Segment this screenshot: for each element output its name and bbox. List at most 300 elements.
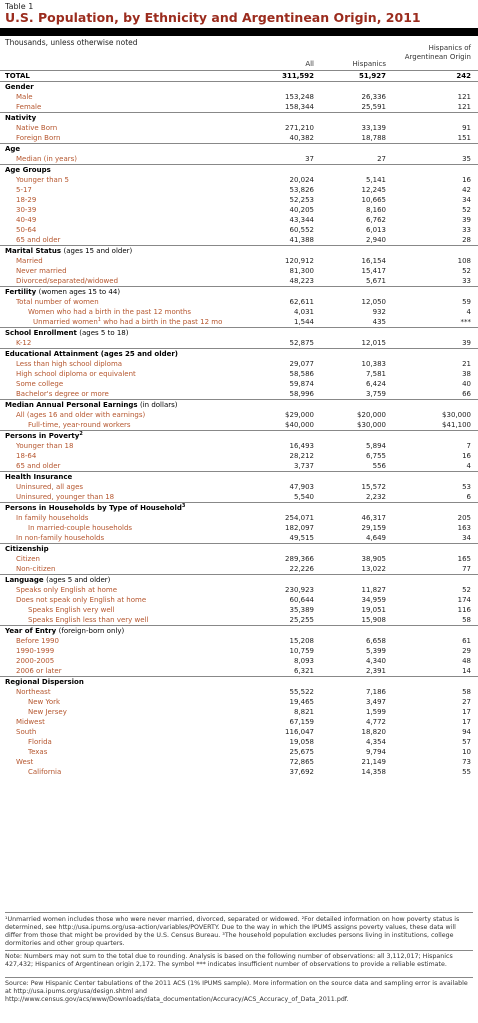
cell-argentinean: 40 xyxy=(462,380,471,388)
cell-hispanics: 13,022 xyxy=(361,565,386,573)
row-label-text: 2006 or later xyxy=(16,667,62,675)
cell-hispanics: 15,417 xyxy=(361,267,386,275)
table-row xyxy=(0,92,478,102)
row-label-text: Fertility xyxy=(5,288,37,296)
table-row xyxy=(0,757,478,767)
column-header-argentinean xyxy=(381,44,471,62)
row-label-text: Speaks only English at home xyxy=(16,586,118,594)
cell-all: 60,552 xyxy=(289,226,314,234)
row-label-text: New Jersey xyxy=(28,708,67,716)
row-label-text: South xyxy=(16,728,37,736)
section-label xyxy=(5,626,124,636)
section-header-row xyxy=(0,327,478,338)
cell-argentinean: 33 xyxy=(462,277,471,285)
cell-all: 158,344 xyxy=(285,103,314,111)
row-label xyxy=(16,461,60,471)
table-row xyxy=(0,175,478,185)
cell-hispanics: 8,160 xyxy=(365,206,386,214)
cell-all: 40,205 xyxy=(289,206,314,214)
cell-all: 58,586 xyxy=(289,370,314,378)
section-note: (ages 15 and older) xyxy=(63,247,133,255)
row-label-text: Gender xyxy=(5,83,34,91)
cell-all: 25,255 xyxy=(289,616,314,624)
section-label xyxy=(5,82,34,92)
row-label xyxy=(16,235,60,245)
cell-argentinean: 16 xyxy=(462,452,471,460)
row-label-text: Nativity xyxy=(5,114,37,122)
cell-all: 47,903 xyxy=(289,483,314,491)
row-label-text: Younger than 18 xyxy=(16,442,74,450)
row-label-text: Florida xyxy=(28,738,52,746)
cell-hispanics: 18,788 xyxy=(361,134,386,142)
row-label xyxy=(28,523,132,533)
row-label xyxy=(28,737,52,747)
cell-argentinean: 61 xyxy=(462,637,471,645)
cell-all: 81,300 xyxy=(289,267,314,275)
cell-argentinean: 52 xyxy=(462,267,471,275)
row-label-text: Before 1990 xyxy=(16,637,59,645)
section-note: (ages 5 and older) xyxy=(46,576,111,584)
cell-all: 8,821 xyxy=(293,708,314,716)
section-label xyxy=(5,503,185,513)
section-label xyxy=(5,400,177,410)
row-label xyxy=(16,389,109,399)
table-row xyxy=(0,205,478,215)
table-row xyxy=(0,513,478,523)
footnote-marker: 1 xyxy=(97,317,101,323)
table-row xyxy=(0,185,478,195)
row-label xyxy=(16,369,136,379)
cell-all: 8,093 xyxy=(293,657,314,665)
row-label xyxy=(16,554,40,564)
row-label xyxy=(16,656,54,666)
row-label-text: Health Insurance xyxy=(5,473,73,481)
cell-hispanics: 12,050 xyxy=(361,298,386,306)
section-label xyxy=(5,287,120,297)
row-label-text: Less than high school diploma xyxy=(16,360,123,368)
row-label-text: Unmarried women xyxy=(33,318,98,326)
total-row xyxy=(0,70,478,81)
section-label xyxy=(5,677,84,687)
cell-all: $29,000 xyxy=(285,411,314,419)
table-row xyxy=(0,276,478,286)
row-label-text: Native Born xyxy=(16,124,58,132)
table-row xyxy=(0,707,478,717)
cell-argentinean: 10 xyxy=(462,748,471,756)
section-label xyxy=(5,431,83,441)
cell-all: 52,875 xyxy=(289,339,314,347)
cell-argentinean: 121 xyxy=(457,103,471,111)
cell-hispanics: $30,000 xyxy=(357,421,386,429)
row-label-text: Total number of women xyxy=(16,298,99,306)
table-row xyxy=(0,666,478,676)
row-label xyxy=(16,636,59,646)
data-table xyxy=(0,70,478,777)
row-label xyxy=(16,359,122,369)
cell-hispanics: 27 xyxy=(377,155,386,163)
cell-argentinean: 35 xyxy=(462,155,471,163)
row-label-text: 65 and older xyxy=(16,236,61,244)
cell-argentinean: 163 xyxy=(457,524,471,532)
cell-all: 230,923 xyxy=(285,586,314,594)
cell-all: 15,208 xyxy=(289,637,314,645)
row-label-text: In non-family households xyxy=(16,534,105,542)
table-row xyxy=(0,697,478,707)
table-row xyxy=(0,461,478,471)
cell-all: 28,212 xyxy=(289,452,314,460)
table-row xyxy=(0,359,478,369)
section-header-row xyxy=(0,286,478,297)
page-title: U.S. Population, by Ethnicity and Argentinean Origin, 2011 xyxy=(5,10,421,25)
row-label xyxy=(16,379,63,389)
cell-hispanics: 2,232 xyxy=(365,493,386,501)
table-row xyxy=(0,256,478,266)
row-label-text: Northeast xyxy=(16,688,51,696)
cell-argentinean: 57 xyxy=(462,738,471,746)
row-label xyxy=(16,133,60,143)
cell-hispanics: 26,336 xyxy=(361,93,386,101)
cell-all: 120,912 xyxy=(285,257,314,265)
section-note: (ages 5 to 18) xyxy=(79,329,129,337)
row-label-text: Divorced/separated/widowed xyxy=(16,277,119,285)
cell-all: 37,692 xyxy=(289,768,314,776)
table-row xyxy=(0,533,478,543)
table-row xyxy=(0,410,478,420)
row-label-text: Non-citizen xyxy=(16,565,56,573)
table-row xyxy=(0,102,478,112)
section-header-row xyxy=(0,399,478,410)
column-header-argentinean-line1: Hispanics of xyxy=(428,44,471,52)
cell-hispanics: 16,154 xyxy=(361,257,386,265)
cell-hispanics: 33,139 xyxy=(361,124,386,132)
cell-hispanics: 19,051 xyxy=(361,606,386,614)
row-label-text: 2000-2005 xyxy=(16,657,55,665)
row-label-text: Age xyxy=(5,145,21,153)
cell-argentinean: 52 xyxy=(462,206,471,214)
row-label-text: Citizen xyxy=(16,555,40,563)
cell-hispanics: 6,013 xyxy=(365,226,386,234)
row-label-text: Foreign Born xyxy=(16,134,61,142)
column-header-all: All xyxy=(305,60,314,68)
section-header-row xyxy=(0,574,478,585)
cell-all: 40,382 xyxy=(289,134,314,142)
cell-hispanics: 21,149 xyxy=(361,758,386,766)
table-row xyxy=(0,389,478,399)
cell-hispanics: 6,424 xyxy=(365,380,386,388)
row-label-text: Female xyxy=(16,103,42,111)
row-label-text: Regional Dispersion xyxy=(5,678,84,686)
cell-argentinean: 174 xyxy=(457,596,471,604)
table-row xyxy=(0,636,478,646)
cell-argentinean: 165 xyxy=(457,555,471,563)
cell-argentinean: 91 xyxy=(462,124,471,132)
row-label-text: 5-17 xyxy=(16,186,32,194)
table-row xyxy=(0,737,478,747)
cell-all: 3,737 xyxy=(293,462,314,470)
cell-argentinean: 34 xyxy=(462,534,471,542)
table-subtitle: Thousands, unless otherwise noted xyxy=(5,38,138,47)
row-label-text: Never married xyxy=(16,267,67,275)
cell-all: 5,540 xyxy=(293,493,314,501)
row-label-text: Citizenship xyxy=(5,545,49,553)
row-label xyxy=(16,205,36,215)
row-label xyxy=(16,717,45,727)
section-note: (foreign-born only) xyxy=(58,627,125,635)
section-header-row xyxy=(0,625,478,636)
cell-hispanics: 6,755 xyxy=(365,452,386,460)
section-header-row xyxy=(0,502,478,513)
cell-all: 62,611 xyxy=(289,298,314,306)
section-header-row xyxy=(0,471,478,482)
cell-argentinean: 58 xyxy=(462,616,471,624)
cell-argentinean: 242 xyxy=(456,72,471,80)
section-note: (in dollars) xyxy=(139,401,178,409)
row-label-text: Male xyxy=(16,93,33,101)
cell-hispanics: 4,354 xyxy=(365,738,386,746)
cell-all: 60,644 xyxy=(289,596,314,604)
cell-argentinean: 39 xyxy=(462,216,471,224)
cell-hispanics: 5,399 xyxy=(365,647,386,655)
table-row xyxy=(0,317,478,327)
row-label-text: Educational Attainment (ages 25 and older) xyxy=(5,350,179,358)
row-label xyxy=(28,747,47,757)
cell-hispanics: 435 xyxy=(372,318,386,326)
cell-all: 29,077 xyxy=(289,360,314,368)
row-label-text: 18-64 xyxy=(16,452,37,460)
row-label xyxy=(16,492,114,502)
cell-all: 289,366 xyxy=(285,555,314,563)
cell-argentinean: $30,000 xyxy=(442,411,471,419)
cell-argentinean: 53 xyxy=(462,483,471,491)
header-bar xyxy=(0,28,478,36)
row-label-text: Persons in Poverty xyxy=(5,432,80,440)
cell-hispanics: $20,000 xyxy=(357,411,386,419)
table-row xyxy=(0,687,478,697)
table-row xyxy=(0,554,478,564)
row-label-text: 65 and older xyxy=(16,462,61,470)
cell-hispanics: 15,572 xyxy=(361,483,386,491)
cell-all: 311,592 xyxy=(282,72,314,80)
row-label xyxy=(16,195,36,205)
row-label-text: California xyxy=(28,768,62,776)
cell-all: 153,248 xyxy=(285,93,314,101)
row-label-text: New York xyxy=(28,698,61,706)
cell-argentinean: 17 xyxy=(462,718,471,726)
table-row xyxy=(0,605,478,615)
cell-argentinean: 55 xyxy=(462,768,471,776)
cell-argentinean: *** xyxy=(460,318,471,326)
section-label xyxy=(5,472,72,482)
footnote-marker: 2 xyxy=(79,431,83,437)
row-label xyxy=(16,727,36,737)
source-note: Source: Pew Hispanic Center tabulations of the 2011 ACS (1% IPUMS sample). More information on the source data and sampling error is available at http://usa.ipums.org/usa/design.shtml and http://www.census.gov/acs/www/Downloads/data_documentation/Accuracy/ACS_Accuracy_of_Data_2011.pdf. xyxy=(5,977,473,1004)
cell-hispanics: 38,905 xyxy=(361,555,386,563)
table-row xyxy=(0,727,478,737)
table-row xyxy=(0,338,478,348)
row-label-text: 40-49 xyxy=(16,216,37,224)
row-label xyxy=(5,71,30,81)
cell-all: 16,493 xyxy=(289,442,314,450)
cell-all: 48,223 xyxy=(289,277,314,285)
cell-all: 254,071 xyxy=(285,514,314,522)
cell-hispanics: 15,908 xyxy=(361,616,386,624)
column-header-hispanics: Hispanics xyxy=(352,60,386,68)
table-row xyxy=(0,225,478,235)
cell-argentinean: 4 xyxy=(466,462,471,470)
table-row xyxy=(0,767,478,777)
row-label xyxy=(16,185,32,195)
table-row xyxy=(0,235,478,245)
cell-argentinean: 27 xyxy=(462,698,471,706)
table-row xyxy=(0,492,478,502)
cell-hispanics: 11,827 xyxy=(361,586,386,594)
section-header-row xyxy=(0,245,478,256)
cell-all: 20,024 xyxy=(289,176,314,184)
row-label-text: Language xyxy=(5,576,44,584)
row-label xyxy=(16,297,99,307)
cell-all: 6,321 xyxy=(293,667,314,675)
cell-hispanics: 6,762 xyxy=(365,216,386,224)
row-label-text: Persons in Households by Type of Household xyxy=(5,504,182,512)
section-label xyxy=(5,113,36,123)
cell-argentinean: 48 xyxy=(462,657,471,665)
row-label-text: West xyxy=(16,758,34,766)
cell-argentinean: 52 xyxy=(462,586,471,594)
cell-argentinean: 77 xyxy=(462,565,471,573)
cell-hispanics: 932 xyxy=(372,308,386,316)
table-row xyxy=(0,615,478,625)
cell-hispanics: 12,245 xyxy=(361,186,386,194)
table-label: Table 1 xyxy=(5,2,34,11)
cell-hispanics: 4,649 xyxy=(365,534,386,542)
cell-hispanics: 25,591 xyxy=(361,103,386,111)
cell-hispanics: 556 xyxy=(372,462,386,470)
row-label-text: Does not speak only English at home xyxy=(16,596,147,604)
row-label-text: Median (in years) xyxy=(16,155,78,163)
row-label-text: In family households xyxy=(16,514,89,522)
cell-all: 72,865 xyxy=(289,758,314,766)
section-label xyxy=(5,144,20,154)
cell-all: 25,675 xyxy=(289,748,314,756)
row-label-text: 50-64 xyxy=(16,226,37,234)
row-label xyxy=(16,154,77,164)
cell-argentinean: 29 xyxy=(462,647,471,655)
row-label xyxy=(16,276,118,286)
cell-hispanics: 7,581 xyxy=(365,370,386,378)
row-label-text: High school diploma or equivalent xyxy=(16,370,136,378)
row-label xyxy=(16,564,55,574)
row-label xyxy=(16,513,88,523)
table-row xyxy=(0,123,478,133)
row-label-text: 1990-1999 xyxy=(16,647,55,655)
section-header-row xyxy=(0,676,478,687)
row-label-text: Age Groups xyxy=(5,166,51,174)
cell-all: 1,544 xyxy=(293,318,314,326)
cell-argentinean: 38 xyxy=(462,370,471,378)
table-row xyxy=(0,585,478,595)
row-label xyxy=(28,707,67,717)
cell-argentinean: 116 xyxy=(457,606,471,614)
row-label xyxy=(28,767,61,777)
row-label xyxy=(16,666,62,676)
footnotes: ¹Unmarried women includes those who were never married, divorced, separated or widowed. ²For detailed information on how poverty status is determined, see http://usa.ipums.org/usa-action/variables/POVERTY. Due to the way in which the IPUMS assigns poverty values, these data will differ from those that might be provided by the U.S. Census Bureau. ³The household population excludes persons living in institutions, college dormitories and other group quarters. xyxy=(5,912,473,948)
cell-hispanics: 5,671 xyxy=(365,277,386,285)
cell-argentinean: 42 xyxy=(462,186,471,194)
row-label xyxy=(16,687,51,697)
table-row xyxy=(0,154,478,164)
table-row xyxy=(0,523,478,533)
cell-all: 22,226 xyxy=(289,565,314,573)
row-label xyxy=(16,92,33,102)
row-label-text: Texas xyxy=(28,748,48,756)
cell-hispanics: 12,015 xyxy=(361,339,386,347)
cell-all: 19,465 xyxy=(289,698,314,706)
table-row xyxy=(0,717,478,727)
cell-argentinean: 16 xyxy=(462,176,471,184)
cell-hispanics: 2,940 xyxy=(365,236,386,244)
row-label xyxy=(16,646,54,656)
table-row xyxy=(0,482,478,492)
row-label-text: Median Annual Personal Earnings xyxy=(5,401,138,409)
footnote-marker: 3 xyxy=(181,503,186,509)
section-header-row xyxy=(0,543,478,554)
cell-hispanics: 3,497 xyxy=(365,698,386,706)
table-row xyxy=(0,420,478,430)
cell-hispanics: 14,358 xyxy=(361,768,386,776)
row-label-text: 30-39 xyxy=(16,206,37,214)
cell-argentinean: 59 xyxy=(462,298,471,306)
cell-argentinean: 94 xyxy=(462,728,471,736)
cell-all: 35,389 xyxy=(289,606,314,614)
row-label xyxy=(16,757,33,767)
table-row xyxy=(0,133,478,143)
table-row xyxy=(0,379,478,389)
cell-all: 67,159 xyxy=(289,718,314,726)
section-label xyxy=(5,165,51,175)
table-row xyxy=(0,646,478,656)
row-label xyxy=(16,123,57,133)
cell-hispanics: 51,927 xyxy=(358,72,386,80)
section-label xyxy=(5,328,128,338)
table-row xyxy=(0,656,478,666)
cell-argentinean: 33 xyxy=(462,226,471,234)
table-row xyxy=(0,195,478,205)
row-label-text: K-12 xyxy=(16,339,32,347)
column-header-argentinean-line2: Argentinean Origin xyxy=(404,53,471,61)
section-note: (women ages 15 to 44) xyxy=(38,288,121,296)
table-row xyxy=(0,307,478,317)
row-label-text: Year of Entry xyxy=(5,627,57,635)
section-header-row xyxy=(0,164,478,175)
row-label-text: All (ages 16 and older with earnings) xyxy=(16,411,146,419)
row-label-text: School Enrollment xyxy=(5,329,77,337)
table-row xyxy=(0,266,478,276)
cell-argentinean: 4 xyxy=(466,308,471,316)
row-label-text: Midwest xyxy=(16,718,45,726)
row-label xyxy=(28,307,191,317)
cell-argentinean: 21 xyxy=(462,360,471,368)
table-row xyxy=(0,564,478,574)
row-label xyxy=(28,697,60,707)
row-label xyxy=(16,338,31,348)
section-header-row xyxy=(0,112,478,123)
cell-argentinean: 66 xyxy=(462,390,471,398)
table-row xyxy=(0,215,478,225)
row-label-text: 18-29 xyxy=(16,196,37,204)
section-label xyxy=(5,544,49,554)
row-label-text: Marital Status xyxy=(5,247,62,255)
cell-all: 4,031 xyxy=(293,308,314,316)
